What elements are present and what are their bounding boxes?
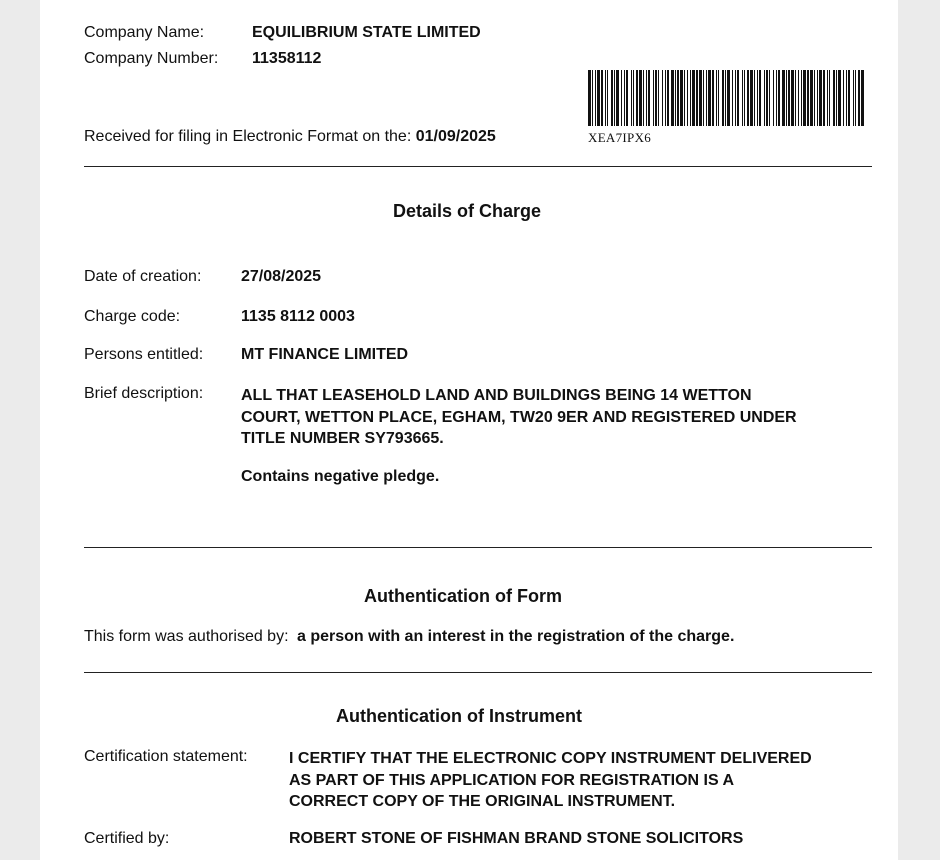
description-line: COURT, WETTON PLACE, EGHAM, TW20 9ER AND REGISTERED UNDER xyxy=(241,408,797,426)
company-number-value: 11358112 xyxy=(252,50,322,67)
date-of-creation-value: 27/08/2025 xyxy=(241,268,322,285)
certification-line: AS PART OF THIS APPLICATION FOR REGISTRATION IS A xyxy=(289,771,735,789)
divider xyxy=(84,547,872,548)
company-number-label: Company Number: xyxy=(84,50,219,67)
received-label: Received for filing in Electronic Format on the: xyxy=(84,128,412,145)
certification-statement-value xyxy=(289,748,812,813)
negative-pledge-note: Contains negative pledge. xyxy=(241,468,440,485)
barcode-image xyxy=(588,70,864,126)
description-line: TITLE NUMBER SY793665. xyxy=(241,430,444,447)
document-page xyxy=(40,0,898,860)
company-name-label: Company Name: xyxy=(84,24,205,41)
certification-line: I CERTIFY THAT THE ELECTRONIC COPY INSTRUMENT DELIVERED xyxy=(289,750,812,767)
brief-description-value xyxy=(241,385,797,450)
persons-entitled-value: MT FINANCE LIMITED xyxy=(241,346,409,363)
barcode-text: XEA7IPX6 xyxy=(588,130,652,145)
company-name-value: EQUILIBRIUM STATE LIMITED xyxy=(252,24,481,41)
charge-code-value: 1135 8112 0003 xyxy=(241,308,355,325)
divider xyxy=(84,672,872,673)
authentication-of-instrument-title: Authentication of Instrument xyxy=(336,706,582,726)
authorised-by-value: a person with an interest in the registration of the charge. xyxy=(296,628,735,645)
received-line xyxy=(84,128,496,146)
certification-line: CORRECT COPY OF THE ORIGINAL INSTRUMENT. xyxy=(289,793,676,810)
authentication-of-form-title: Authentication of Form xyxy=(364,586,562,606)
certified-by-label: Certified by: xyxy=(84,830,170,847)
brief-description-label: Brief description: xyxy=(84,385,204,402)
authorised-by-line xyxy=(84,628,734,646)
details-title: Details of Charge xyxy=(393,201,542,221)
date-of-creation-label: Date of creation: xyxy=(84,268,202,285)
certified-by-value: ROBERT STONE OF FISHMAN BRAND STONE SOLICITORS xyxy=(289,830,744,847)
description-line: ALL THAT LEASEHOLD LAND AND BUILDINGS BEING 14 WETTON xyxy=(241,387,752,404)
divider xyxy=(84,166,872,167)
received-date: 01/09/2025 xyxy=(415,128,496,145)
certification-statement-label: Certification statement: xyxy=(84,748,248,765)
charge-code-label: Charge code: xyxy=(84,308,181,325)
persons-entitled-label: Persons entitled: xyxy=(84,346,204,363)
authorised-by-label: This form was authorised by: xyxy=(84,628,289,645)
